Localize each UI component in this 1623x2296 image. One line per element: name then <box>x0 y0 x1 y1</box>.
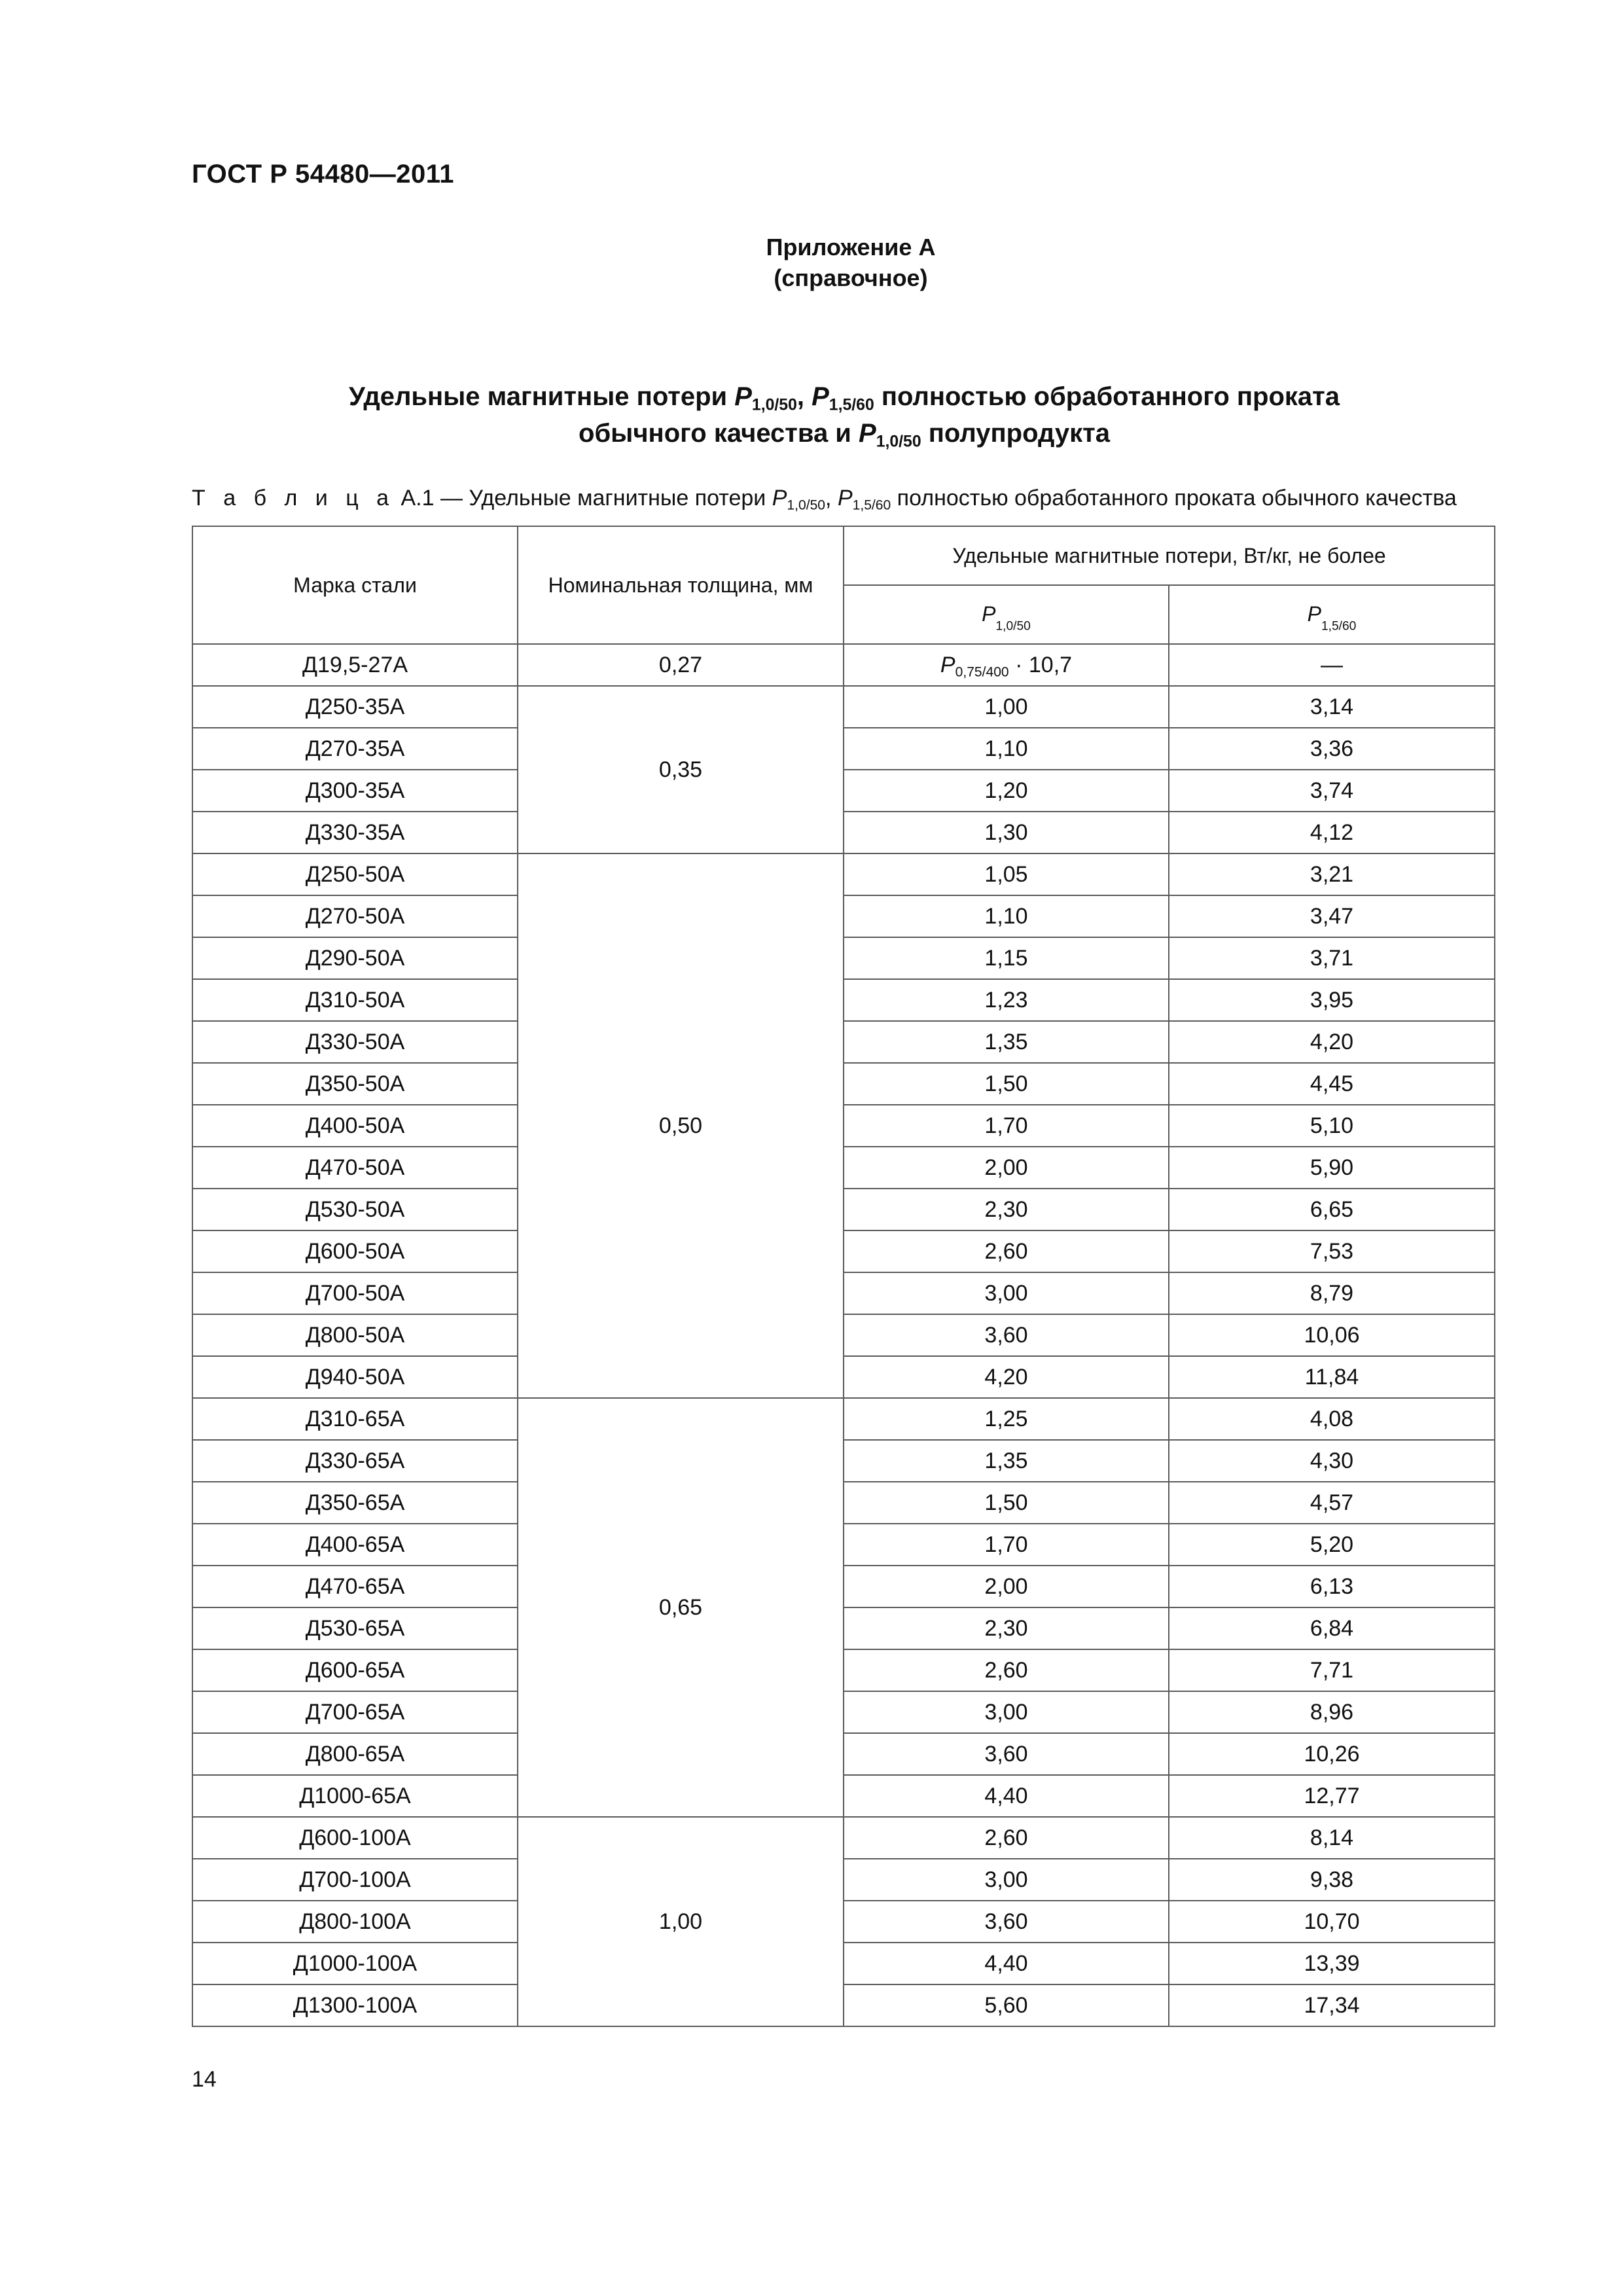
section-title <box>0 378 1623 452</box>
cell-p-1-0-50: 4,40 <box>844 1943 1169 1984</box>
table-row <box>192 1566 1495 1607</box>
table-row <box>192 1482 1495 1524</box>
table-row <box>192 1189 1495 1230</box>
cell-p-1-0-50: 2,00 <box>844 1566 1169 1607</box>
cell-p-1-0-50: 2,00 <box>844 1147 1169 1189</box>
cell-p-1-5-60: 3,74 <box>1169 770 1495 812</box>
table-row <box>192 937 1495 979</box>
cell-p-1-5-60: 17,34 <box>1169 1984 1495 2026</box>
table-row <box>192 686 1495 728</box>
header-specific-losses: Удельные магнитные потери, Вт/кг, не более <box>844 526 1495 585</box>
cell-grade: Д800-100А <box>192 1901 518 1943</box>
table-row <box>192 1063 1495 1105</box>
cell-p-1-5-60: 5,10 <box>1169 1105 1495 1147</box>
cell-p-1-5-60: 4,12 <box>1169 812 1495 853</box>
cell-grade: Д330-65А <box>192 1440 518 1482</box>
cell-grade: Д1000-100А <box>192 1943 518 1984</box>
header-steel-grade: Марка стали <box>192 526 518 644</box>
cell-grade: Д700-65А <box>192 1691 518 1733</box>
cell-p-1-0-50: 1,70 <box>844 1105 1169 1147</box>
cell-p-1-5-60: 3,71 <box>1169 937 1495 979</box>
cell-grade: Д600-100А <box>192 1817 518 1859</box>
cell-p-1-0-50: 1,20 <box>844 770 1169 812</box>
table-row <box>192 644 1495 686</box>
table-row <box>192 895 1495 937</box>
table-row <box>192 1775 1495 1817</box>
cell-grade: Д310-65А <box>192 1398 518 1440</box>
table-row <box>192 1817 1495 1859</box>
cell-grade: Д300-35А <box>192 770 518 812</box>
cell-p-1-0-50: 1,05 <box>844 853 1169 895</box>
cell-grade: Д1000-65А <box>192 1775 518 1817</box>
cell-grade: Д470-50А <box>192 1147 518 1189</box>
table-row <box>192 1733 1495 1775</box>
table-row <box>192 1398 1495 1440</box>
table-row <box>192 1943 1495 1984</box>
cell-thickness: 0,35 <box>518 686 844 853</box>
table-body <box>192 644 1495 2026</box>
cell-p-1-0-50: 3,00 <box>844 1859 1169 1901</box>
cell-grade: Д350-65А <box>192 1482 518 1524</box>
cell-p-1-0-50: 1,35 <box>844 1021 1169 1063</box>
cell-grade: Д330-50А <box>192 1021 518 1063</box>
cell-p-1-5-60: 11,84 <box>1169 1356 1495 1398</box>
cell-p-1-0-50: 1,10 <box>844 728 1169 770</box>
cell-grade: Д530-65А <box>192 1607 518 1649</box>
cell-p-1-0-50: 3,00 <box>844 1272 1169 1314</box>
cell-grade: Д350-50А <box>192 1063 518 1105</box>
cell-p-1-5-60: 7,71 <box>1169 1649 1495 1691</box>
cell-p-1-5-60: 10,06 <box>1169 1314 1495 1356</box>
cell-p-1-0-50: 2,30 <box>844 1607 1169 1649</box>
cell-thickness: 0,65 <box>518 1398 844 1817</box>
cell-grade: Д250-50А <box>192 853 518 895</box>
cell-p-1-5-60: 12,77 <box>1169 1775 1495 1817</box>
cell-p-1-0-50: 5,60 <box>844 1984 1169 2026</box>
cell-p-1-0-50: 1,30 <box>844 812 1169 853</box>
cell-p-1-5-60: 10,26 <box>1169 1733 1495 1775</box>
cell-grade: Д470-65А <box>192 1566 518 1607</box>
cell-p-1-5-60: 6,13 <box>1169 1566 1495 1607</box>
cell-grade: Д530-50А <box>192 1189 518 1230</box>
cell-p-1-5-60: 4,20 <box>1169 1021 1495 1063</box>
cell-grade: Д310-50А <box>192 979 518 1021</box>
section-title-line2: обычного качества и $P_{1,0/50}$ полупродукта <box>579 419 1110 451</box>
appendix-subtitle: (справочное) <box>774 264 928 291</box>
cell-p-1-5-60: 3,95 <box>1169 979 1495 1021</box>
cell-thickness: 0,27 <box>518 644 844 686</box>
cell-grade: Д600-65А <box>192 1649 518 1691</box>
cell-p-1-0-50: 1,10 <box>844 895 1169 937</box>
cell-p-1-0-50: 1,70 <box>844 1524 1169 1566</box>
cell-thickness: 0,50 <box>518 853 844 1398</box>
cell-p-1-5-60: 5,20 <box>1169 1524 1495 1566</box>
cell-grade: Д600-50А <box>192 1230 518 1272</box>
cell-p-1-0-50: 2,60 <box>844 1230 1169 1272</box>
cell-p-1-5-60: 8,14 <box>1169 1817 1495 1859</box>
cell-grade: Д1300-100А <box>192 1984 518 2026</box>
cell-grade: Д330-35А <box>192 812 518 853</box>
cell-grade: Д800-50А <box>192 1314 518 1356</box>
table-row <box>192 1649 1495 1691</box>
cell-p-1-5-60: 3,21 <box>1169 853 1495 895</box>
cell-p-1-5-60: 4,30 <box>1169 1440 1495 1482</box>
table-row <box>192 853 1495 895</box>
header-p-1-0-50: $P_{1,0/50}$ <box>844 585 1169 644</box>
table-row <box>192 1524 1495 1566</box>
cell-grade: Д940-50А <box>192 1356 518 1398</box>
cell-p-1-0-50: 1,50 <box>844 1063 1169 1105</box>
table-row <box>192 1147 1495 1189</box>
cell-p-1-5-60: 4,08 <box>1169 1398 1495 1440</box>
cell-p-1-0-50: 1,00 <box>844 686 1169 728</box>
cell-grade: Д800-65А <box>192 1733 518 1775</box>
cell-grade: Д270-50А <box>192 895 518 937</box>
cell-p-1-0-50: 1,50 <box>844 1482 1169 1524</box>
cell-p-1-5-60: 5,90 <box>1169 1147 1495 1189</box>
table-row <box>192 1984 1495 2026</box>
table-row <box>192 1230 1495 1272</box>
cell-p-1-0-50: 1,23 <box>844 979 1169 1021</box>
cell-p-1-5-60: 3,36 <box>1169 728 1495 770</box>
table-row <box>192 728 1495 770</box>
cell-p-1-0-50: 4,20 <box>844 1356 1169 1398</box>
cell-p-1-5-60: 13,39 <box>1169 1943 1495 1984</box>
cell-p-1-5-60: 7,53 <box>1169 1230 1495 1272</box>
cell-grade: Д700-50А <box>192 1272 518 1314</box>
cell-p-1-5-60: — <box>1169 644 1495 686</box>
table-row <box>192 770 1495 812</box>
cell-p-1-5-60: 6,84 <box>1169 1607 1495 1649</box>
cell-grade: Д270-35А <box>192 728 518 770</box>
cell-p-1-5-60: 3,47 <box>1169 895 1495 937</box>
cell-grade: Д400-65А <box>192 1524 518 1566</box>
cell-grade: Д19,5-27А <box>192 644 518 686</box>
cell-p-1-0-50: 4,40 <box>844 1775 1169 1817</box>
header-nominal-thickness: Номинальная толщина, мм <box>518 526 844 644</box>
cell-grade: Д700-100А <box>192 1859 518 1901</box>
table-row <box>192 1691 1495 1733</box>
table-row <box>192 1901 1495 1943</box>
table-row <box>192 1440 1495 1482</box>
table-row <box>192 1607 1495 1649</box>
cell-p-1-5-60: 10,70 <box>1169 1901 1495 1943</box>
cell-p-1-5-60: 9,38 <box>1169 1859 1495 1901</box>
cell-p-1-0-50-formula: $P_{0,75/400} \cdot 10,7$ <box>844 644 1169 686</box>
cell-p-1-5-60: 4,45 <box>1169 1063 1495 1105</box>
appendix-title: Приложение А <box>766 234 936 260</box>
table-row <box>192 1272 1495 1314</box>
cell-p-1-0-50: 1,35 <box>844 1440 1169 1482</box>
cell-p-1-0-50: 3,00 <box>844 1691 1169 1733</box>
cell-p-1-5-60: 3,14 <box>1169 686 1495 728</box>
table-row <box>192 1859 1495 1901</box>
cell-thickness: 1,00 <box>518 1817 844 2026</box>
cell-p-1-5-60: 8,96 <box>1169 1691 1495 1733</box>
cell-p-1-0-50: 1,25 <box>844 1398 1169 1440</box>
table-row <box>192 1021 1495 1063</box>
table-row <box>192 1356 1495 1398</box>
table-row <box>192 1314 1495 1356</box>
cell-p-1-5-60: 4,57 <box>1169 1482 1495 1524</box>
cell-p-1-0-50: 2,30 <box>844 1189 1169 1230</box>
cell-grade: Д290-50А <box>192 937 518 979</box>
table-row <box>192 812 1495 853</box>
cell-grade: Д400-50А <box>192 1105 518 1147</box>
appendix-heading <box>0 232 1623 293</box>
cell-p-1-0-50: 3,60 <box>844 1901 1169 1943</box>
cell-p-1-0-50: 3,60 <box>844 1314 1169 1356</box>
cell-p-1-5-60: 6,65 <box>1169 1189 1495 1230</box>
cell-p-1-0-50: 3,60 <box>844 1733 1169 1775</box>
cell-p-1-0-50: 1,15 <box>844 937 1169 979</box>
header-p-1-5-60: $P_{1,5/60}$ <box>1169 585 1495 644</box>
section-title-line1: Удельные магнитные потери $P_{1,0/50}$, $P_{1,5/60}$ полностью обработанного проката <box>348 382 1340 414</box>
document-code: ГОСТ Р 54480—2011 <box>192 160 454 188</box>
table-caption: Т а б л и ц а А.1 — Удельные магнитные потери $P_{1,0/50}$, $P_{1,5/60}$ полностью обработанного проката обычного качества <box>192 486 1457 513</box>
cell-p-1-0-50: 2,60 <box>844 1817 1169 1859</box>
cell-p-1-5-60: 8,79 <box>1169 1272 1495 1314</box>
table-header-row <box>192 526 1495 585</box>
table-row <box>192 979 1495 1021</box>
table-row <box>192 1105 1495 1147</box>
cell-p-1-0-50: 2,60 <box>844 1649 1169 1691</box>
page-number: 14 <box>192 2067 217 2092</box>
cell-grade: Д250-35А <box>192 686 518 728</box>
magnetic-losses-table <box>192 526 1495 2027</box>
